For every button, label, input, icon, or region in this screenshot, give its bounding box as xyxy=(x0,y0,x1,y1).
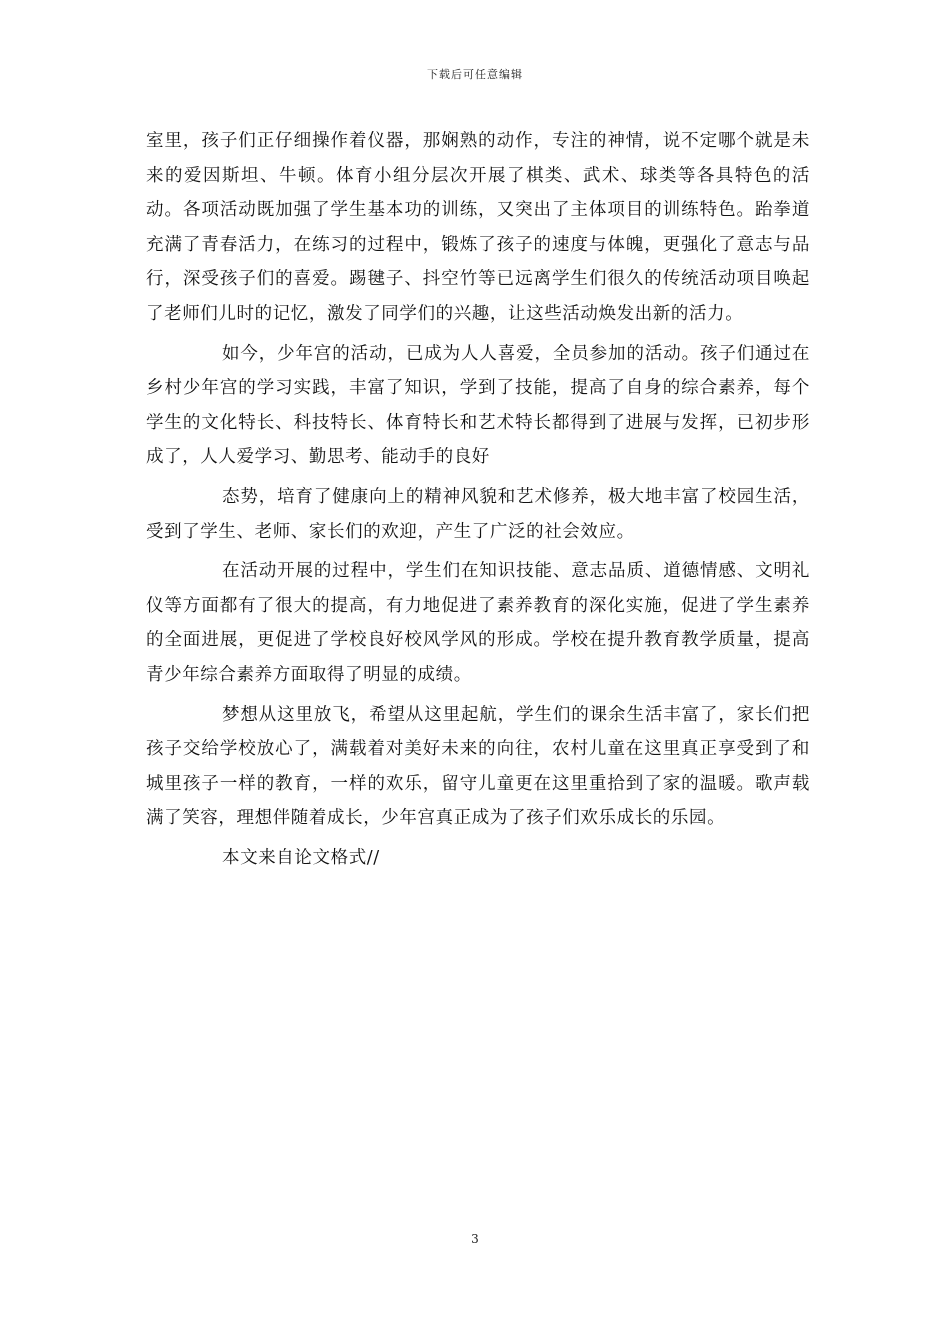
paragraph-2: 如今，少年宫的活动，已成为人人喜爱，全员参加的活动。孩子们通过在乡村少年宫的学习实践，丰富了知识，学到了技能，提高了自身的综合素养，每个学生的文化特长、科技特长、体育特长和艺术特长都得到了进展与发挥，已初步形成了，人人爱学习、勤思考、能动手的良好 xyxy=(146,343,810,468)
paragraph-5: 梦想从这里放飞，希望从这里起航，学生们的课余生活丰富了，家长们把孩子交给学校放心了，满载着对美好未来的向往，农村儿童在这里真正享受到了和城里孩子一样的教育，一样的欢乐，留守儿童更在这里重拾到了家的温暖。歌声载满了笑容，理想伴随着成长，少年宫真正成为了孩子们欢乐成长的乐园。 xyxy=(146,704,810,829)
paragraph-4: 在活动开展的过程中，学生们在知识技能、意志品质、道德情感、文明礼仪等方面都有了很大的提高，有力地促进了素养教育的深化实施，促进了学生素养的全面进展，更促进了学校良好校风学风的形成。学校在提升教育教学质量，提高青少年综合素养方面取得了明显的成绩。 xyxy=(146,561,810,685)
paragraph-3: 态势，培育了健康向上的精神风貌和艺术修养，极大地丰富了校园生活，受到了学生、老师、家长们的欢迎，产生了广泛的社会效应。 xyxy=(146,486,810,542)
page-number: 3 xyxy=(471,1232,479,1246)
page-header: 下载后可任意编辑 xyxy=(427,68,523,81)
source-note: 本文来自论文格式// xyxy=(222,847,380,868)
document-body xyxy=(146,124,810,875)
paragraph-1: 室里，孩子们正仔细操作着仪器，那娴熟的动作，专注的神情，说不定哪个就是未来的爱因斯坦、牛顿。体育小组分层次开展了棋类、武术、球类等各具特色的活动。各项活动既加强了学生基本功的训练，又突出了主体项目的训练特色。跆拳道充满了青春活力，在练习的过程中，锻炼了孩子的速度与体魄，更强化了意志与品行，深受孩子们的喜爱。踢毽子、抖空竹等已远离学生们很久的传统活动项目唤起了老师们儿时的记忆，激发了同学们的兴趣，让这些活动焕发出新的活力。 xyxy=(146,131,810,324)
